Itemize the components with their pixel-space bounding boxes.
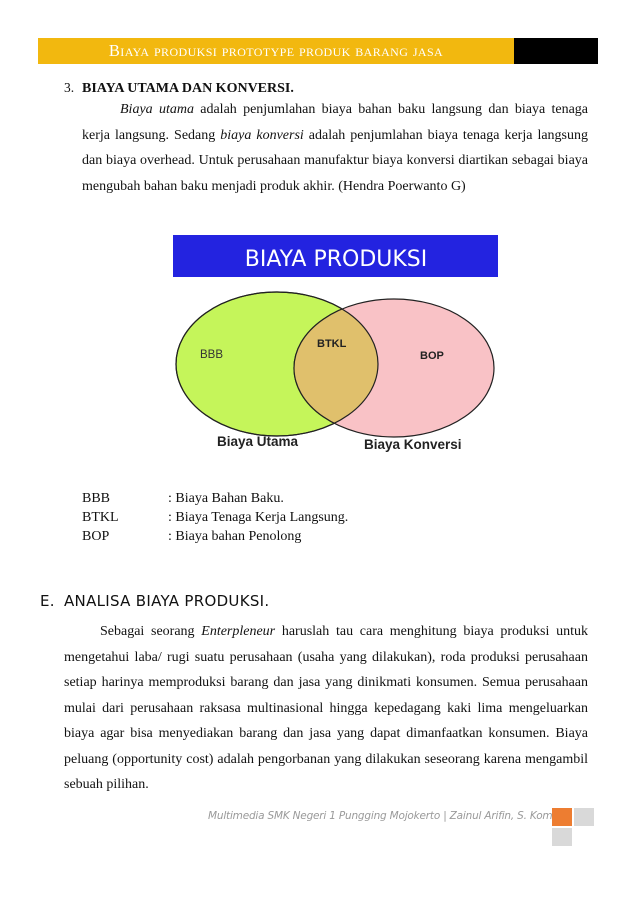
emphasized-text: biaya konversi: [220, 127, 304, 143]
text-run: adalah penjumlahan biaya tenaga kerja langsung dan biaya overhead. Untuk perusahaan manufaktur biaya konversi diartikan sebagai biaya mengubah bahan baku menjadi produk akhir. (Hendra Poerwanto G): [82, 127, 588, 194]
section-e-title: ANALISA BIAYA PRODUKSI.: [64, 592, 270, 610]
section-3-number: 3.: [64, 80, 75, 95]
section-e-paragraph: [64, 619, 588, 798]
section-3-title: BIAYA UTAMA DAN KONVERSI.: [82, 81, 294, 96]
section-e-letter: E.: [40, 592, 55, 610]
emphasized-text: Biaya utama: [120, 102, 194, 117]
section-3-heading: [64, 80, 294, 97]
biaya-utama-caption: Biaya Utama: [217, 434, 299, 449]
text-run: adalah penjumlahan biaya bahan baku langsung dan biaya tenaga kerja langsung. Sedang: [82, 102, 588, 143]
bop-label: BOP: [420, 350, 444, 362]
section-e-heading: [40, 592, 269, 610]
legend-key: BOP: [82, 529, 110, 544]
legend-key: BTKL: [82, 510, 119, 525]
legend-value: : Biaya Tenaga Kerja Langsung.: [168, 510, 349, 525]
bbb-label: BBB: [200, 349, 224, 361]
legend-value: : Biaya bahan Penolong: [168, 529, 302, 544]
page-footer-text: Multimedia SMK Negeri 1 Pungging Mojokerto | Zainul Arifin, S. Kom: [208, 810, 553, 822]
section-3-paragraph-text: [82, 97, 588, 199]
diagram-title: BIAYA PRODUKSI: [244, 247, 428, 272]
legend-row: [82, 527, 348, 546]
text-run: Sebagai seorang: [100, 624, 202, 639]
header-title: Biaya produksi prototype produk barang jasa: [108, 41, 444, 60]
biaya-konversi-caption: Biaya Konversi: [364, 437, 462, 452]
footer-gray-square: [574, 808, 594, 826]
legend-row: [82, 489, 348, 508]
footer-orange-square: [552, 808, 572, 826]
footer-gray-square: [552, 828, 572, 846]
emphasized-text: Enterpleneur: [201, 624, 276, 639]
legend-row: [82, 508, 348, 527]
legend-key: BBB: [82, 491, 111, 506]
page-header-bar: [38, 38, 598, 64]
section-e-paragraph-text: [64, 619, 588, 798]
abbreviation-legend: [82, 489, 348, 546]
legend-value: : Biaya Bahan Baku.: [168, 491, 284, 506]
biaya-produksi-venn-diagram: [168, 234, 504, 458]
header-banner: [38, 38, 514, 64]
section-3-paragraph: [82, 97, 588, 199]
btkl-label: BTKL: [317, 338, 347, 350]
text-run: haruslah tau cara menghitung biaya produksi untuk mengetahui laba/ rugi suatu perusahaan (usaha yang dilakukan), roda produksi perusahaan setiap harinya memproduksi barang dan jasa yang dinikmati konsumen. Semua perusahaan mulai dari perusahaan raksasa multinasional hingga kepedagang kaki lima mengeluarkan biaya agar bisa menyediakan barang dan jasa yang dapat dimanfaatkan konsumen. Biaya peluang (opportunity cost) adalah pengorbanan yang dilakukan seseorang karena mengambil sebuah pilihan.: [64, 624, 588, 792]
